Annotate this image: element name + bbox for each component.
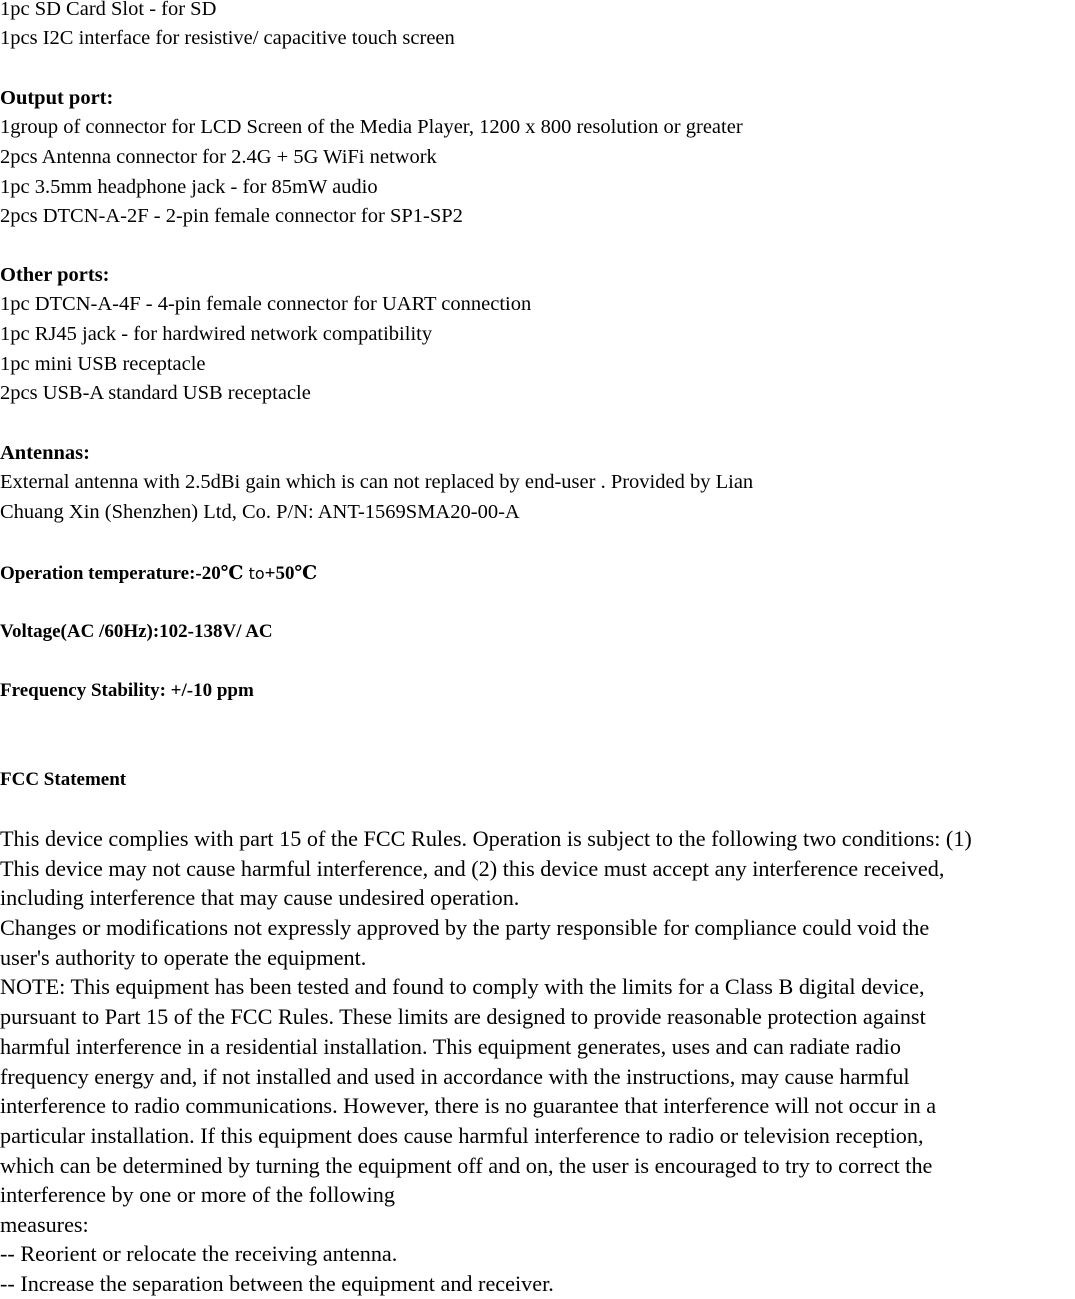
output-port-heading: Output port: — [0, 87, 114, 109]
output-port-line: 1pc 3.5mm headphone jack - for 85mW audio — [0, 176, 378, 198]
fcc-paragraph-line: including interference that may cause undesired operation. — [0, 885, 520, 910]
other-ports-line: 1pc DTCN-A-4F - 4-pin female connector for UART connection — [0, 293, 532, 315]
fcc-paragraph-line: particular installation. If this equipment does cause harmful interference to radio or television reception, — [0, 1123, 924, 1148]
output-port-line: 2pcs DTCN-A-2F - 2-pin female connector for SP1-SP2 — [0, 205, 463, 227]
fcc-paragraph-line: harmful interference in a residential installation. This equipment generates, uses and can radiate radio — [0, 1034, 901, 1059]
output-port-line: 1group of connector for LCD Screen of the Media Player, 1200 x 800 resolution or greater — [0, 116, 743, 138]
fcc-paragraph-line: NOTE: This equipment has been tested and found to comply with the limits for a Class B digital device, — [0, 974, 925, 999]
fcc-paragraph-line: interference by one or more of the following — [0, 1182, 395, 1207]
other-ports-line: 1pc mini USB receptacle — [0, 353, 206, 375]
operation-temperature-to: to — [243, 564, 265, 583]
antennas-heading: Antennas: — [0, 442, 90, 464]
voltage-spec: Voltage(AC /60Hz):102-138V/ AC — [0, 621, 273, 642]
frequency-stability-spec: Frequency Stability: +/-10 ppm — [0, 680, 254, 701]
other-ports-line: 1pc RJ45 jack - for hardwired network compatibility — [0, 323, 433, 345]
fcc-paragraph-line: This device complies with part 15 of the FCC Rules. Operation is subject to the following two conditions: (1) — [0, 826, 972, 851]
operation-temperature-end: +50℃ — [264, 563, 318, 584]
other-ports-line: 2pcs USB-A standard USB receptacle — [0, 382, 311, 404]
fcc-paragraph-line: user's authority to operate the equipment. — [0, 945, 367, 970]
other-ports-heading: Other ports: — [0, 264, 110, 286]
fcc-paragraph-line: Changes or modifications not expressly approved by the party responsible for compliance could void the — [0, 915, 930, 940]
input-line-i2c: 1pcs I2C interface for resistive/ capacitive touch screen — [0, 27, 455, 49]
antennas-line: Chuang Xin (Shenzhen) Ltd, Co. P/N: ANT-1569SMA20-00-A — [0, 501, 520, 523]
input-line-sd-card: 1pc SD Card Slot - for SD — [0, 0, 217, 20]
fcc-heading: FCC Statement — [0, 769, 127, 790]
fcc-paragraph-line: frequency energy and, if not installed and used in accordance with the instructions, may cause harmful — [0, 1064, 910, 1089]
fcc-paragraph-line: measures: — [0, 1212, 89, 1237]
operation-temperature-start: Operation temperature:-20℃ — [0, 563, 244, 584]
fcc-measure-item: -- Increase the separation between the equipment and receiver. — [0, 1271, 554, 1296]
operation-temperature — [0, 561, 317, 587]
antennas-line: External antenna with 2.5dBi gain which is can not replaced by end-user . Provided by Lian — [0, 471, 754, 493]
fcc-paragraph-line: This device may not cause harmful interference, and (2) this device must accept any interference received, — [0, 856, 945, 881]
fcc-measure-item: -- Reorient or relocate the receiving antenna. — [0, 1241, 398, 1266]
fcc-paragraph-line: pursuant to Part 15 of the FCC Rules. These limits are designed to provide reasonable protection against — [0, 1004, 926, 1029]
fcc-paragraph-line: interference to radio communications. However, there is no guarantee that interference will not occur in a — [0, 1093, 937, 1118]
fcc-paragraph-line: which can be determined by turning the equipment off and on, the user is encouraged to try to correct the — [0, 1153, 933, 1178]
output-port-line: 2pcs Antenna connector for 2.4G + 5G WiFi network — [0, 146, 437, 168]
